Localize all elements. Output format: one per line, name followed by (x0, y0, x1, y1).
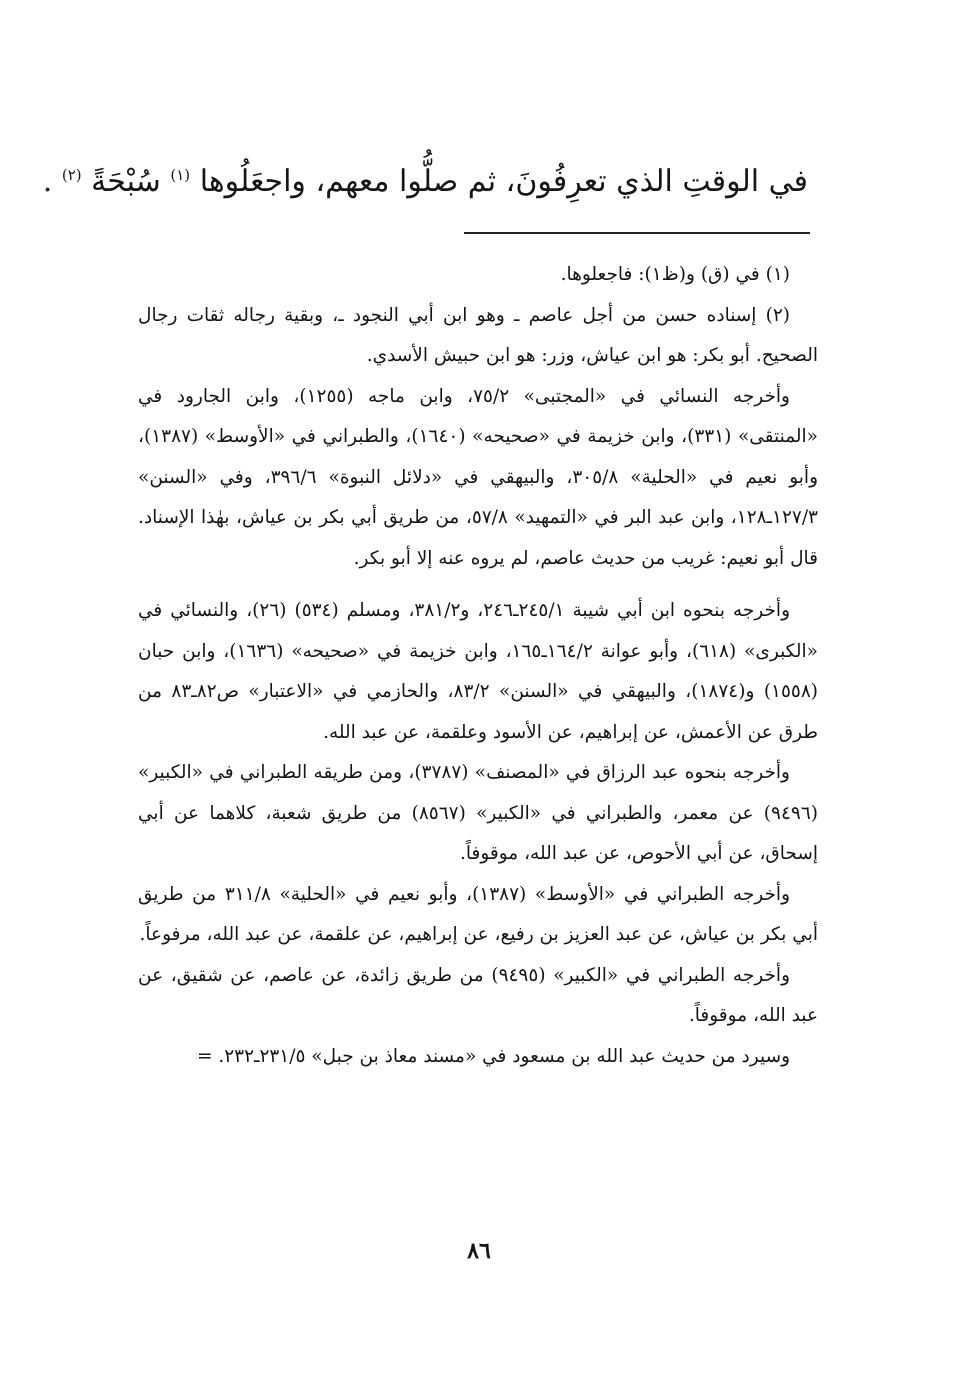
footnote-2-intro: (٢) إسناده حسن من أجل عاصم ـ وهو ابن أبي النجود ـ، وبقية رجاله ثقات رجال الصحيح. أبو بكر: هو ابن عياش، وزر: هو ابن حبيش الأسدي. (138, 304, 818, 366)
main-text-word: سُبْحَةً (91, 164, 161, 199)
footnote-paragraph-6: وسيرد من حديث عبد الله بن مسعود في «مسند معاذ بن جبل» ٢٣١/٥ـ٢٣٢. = (196, 1045, 790, 1067)
footnote-paragraph-4: وأخرجه الطبراني في «الأوسط» (١٣٨٧)، وأبو نعيم في «الحلية» ٣١١/٨ من طريق أبي بكر بن عياش، عن عبد العزيز بن رفيع، عن إبراهيم، عن علقمة، عن عبد الله، مرفوعاً. (138, 883, 818, 945)
footnote-paragraph-2: وأخرجه بنحوه ابن أبي شيبة ٢٤٥/١ـ٢٤٦، و٣٨١/٢، ومسلم (٥٣٤) (٢٦)، والنسائي في «الكبرى» (٦١٨)، وأبو عوانة ١٦٤/٢ـ١٦٥، وابن خزيمة في «صحيحه» (١٦٣٦)، وابن حبان (١٥٥٨) و(١٨٧٤)، والبيهقي في «السنن» ٨٣/٢، والحازمي في «الاعتبار» ص٨٢ـ٨٣ من طرق عن الأعمش، عن إبراهيم، عن الأسود وعلقمة، عن عبد الله. (138, 600, 819, 743)
main-text-line (42, 160, 808, 204)
footnote-paragraph-1: وأخرجه النسائي في «المجتبى» ٧٥/٢، وابن ماجه (١٢٥٥)، وابن الجارود في «المنتقى» (٣٣١)، وابن خزيمة في «صحيحه» (١٦٤٠)، والطبراني في «الأوسط» (١٣٨٧)، وأبو نعيم في «الحلية» ٣٠٥/٨، والبيهقي في «دلائل النبوة» ٣٩٦/٦، وفي «السنن» ١٢٧/٣ـ١٢٨، وابن عبد البر في «التمهيد» ٥٧/٨، من طريق أبي بكر بن عياش، بهٰذا الإسناد. قال أبو نعيم: غريب من حديث عاصم، لم يروه عنه إلا أبو بكر. (138, 385, 819, 569)
footnote-marker-1: (١) (170, 166, 191, 184)
main-text-end: . (42, 164, 53, 199)
footnote-divider (464, 232, 810, 234)
footnote-marker-2: (٢) (61, 166, 82, 184)
main-text-body: في الوقتِ الذي تعرِفُونَ، ثم صلُّوا معهم، واجعَلُوها (199, 164, 808, 199)
footnote-1: (١) في (ق) و(ظ١): فاجعلوها. (560, 264, 790, 285)
page-number: ٨٦ (467, 1238, 491, 1264)
footnote-paragraph-5: وأخرجه الطبراني في «الكبير» (٩٤٩٥) من طريق زائدة، عن عاصم، عن شقيق، عن عبد الله، موقوفاً. (138, 964, 818, 1026)
footnote-paragraph-3: وأخرجه بنحوه عبد الرزاق في «المصنف» (٣٧٨٧)، ومن طريقه الطبراني في «الكبير» (٩٤٩٦) عن معمر، والطبراني في «الكبير» (٨٥٦٧) من طريق شعبة، كلاهما عن أبي إسحاق، عن أبي الأحوص، عن عبد الله، موقوفاً. (138, 762, 818, 864)
footnotes-section (138, 255, 818, 1077)
